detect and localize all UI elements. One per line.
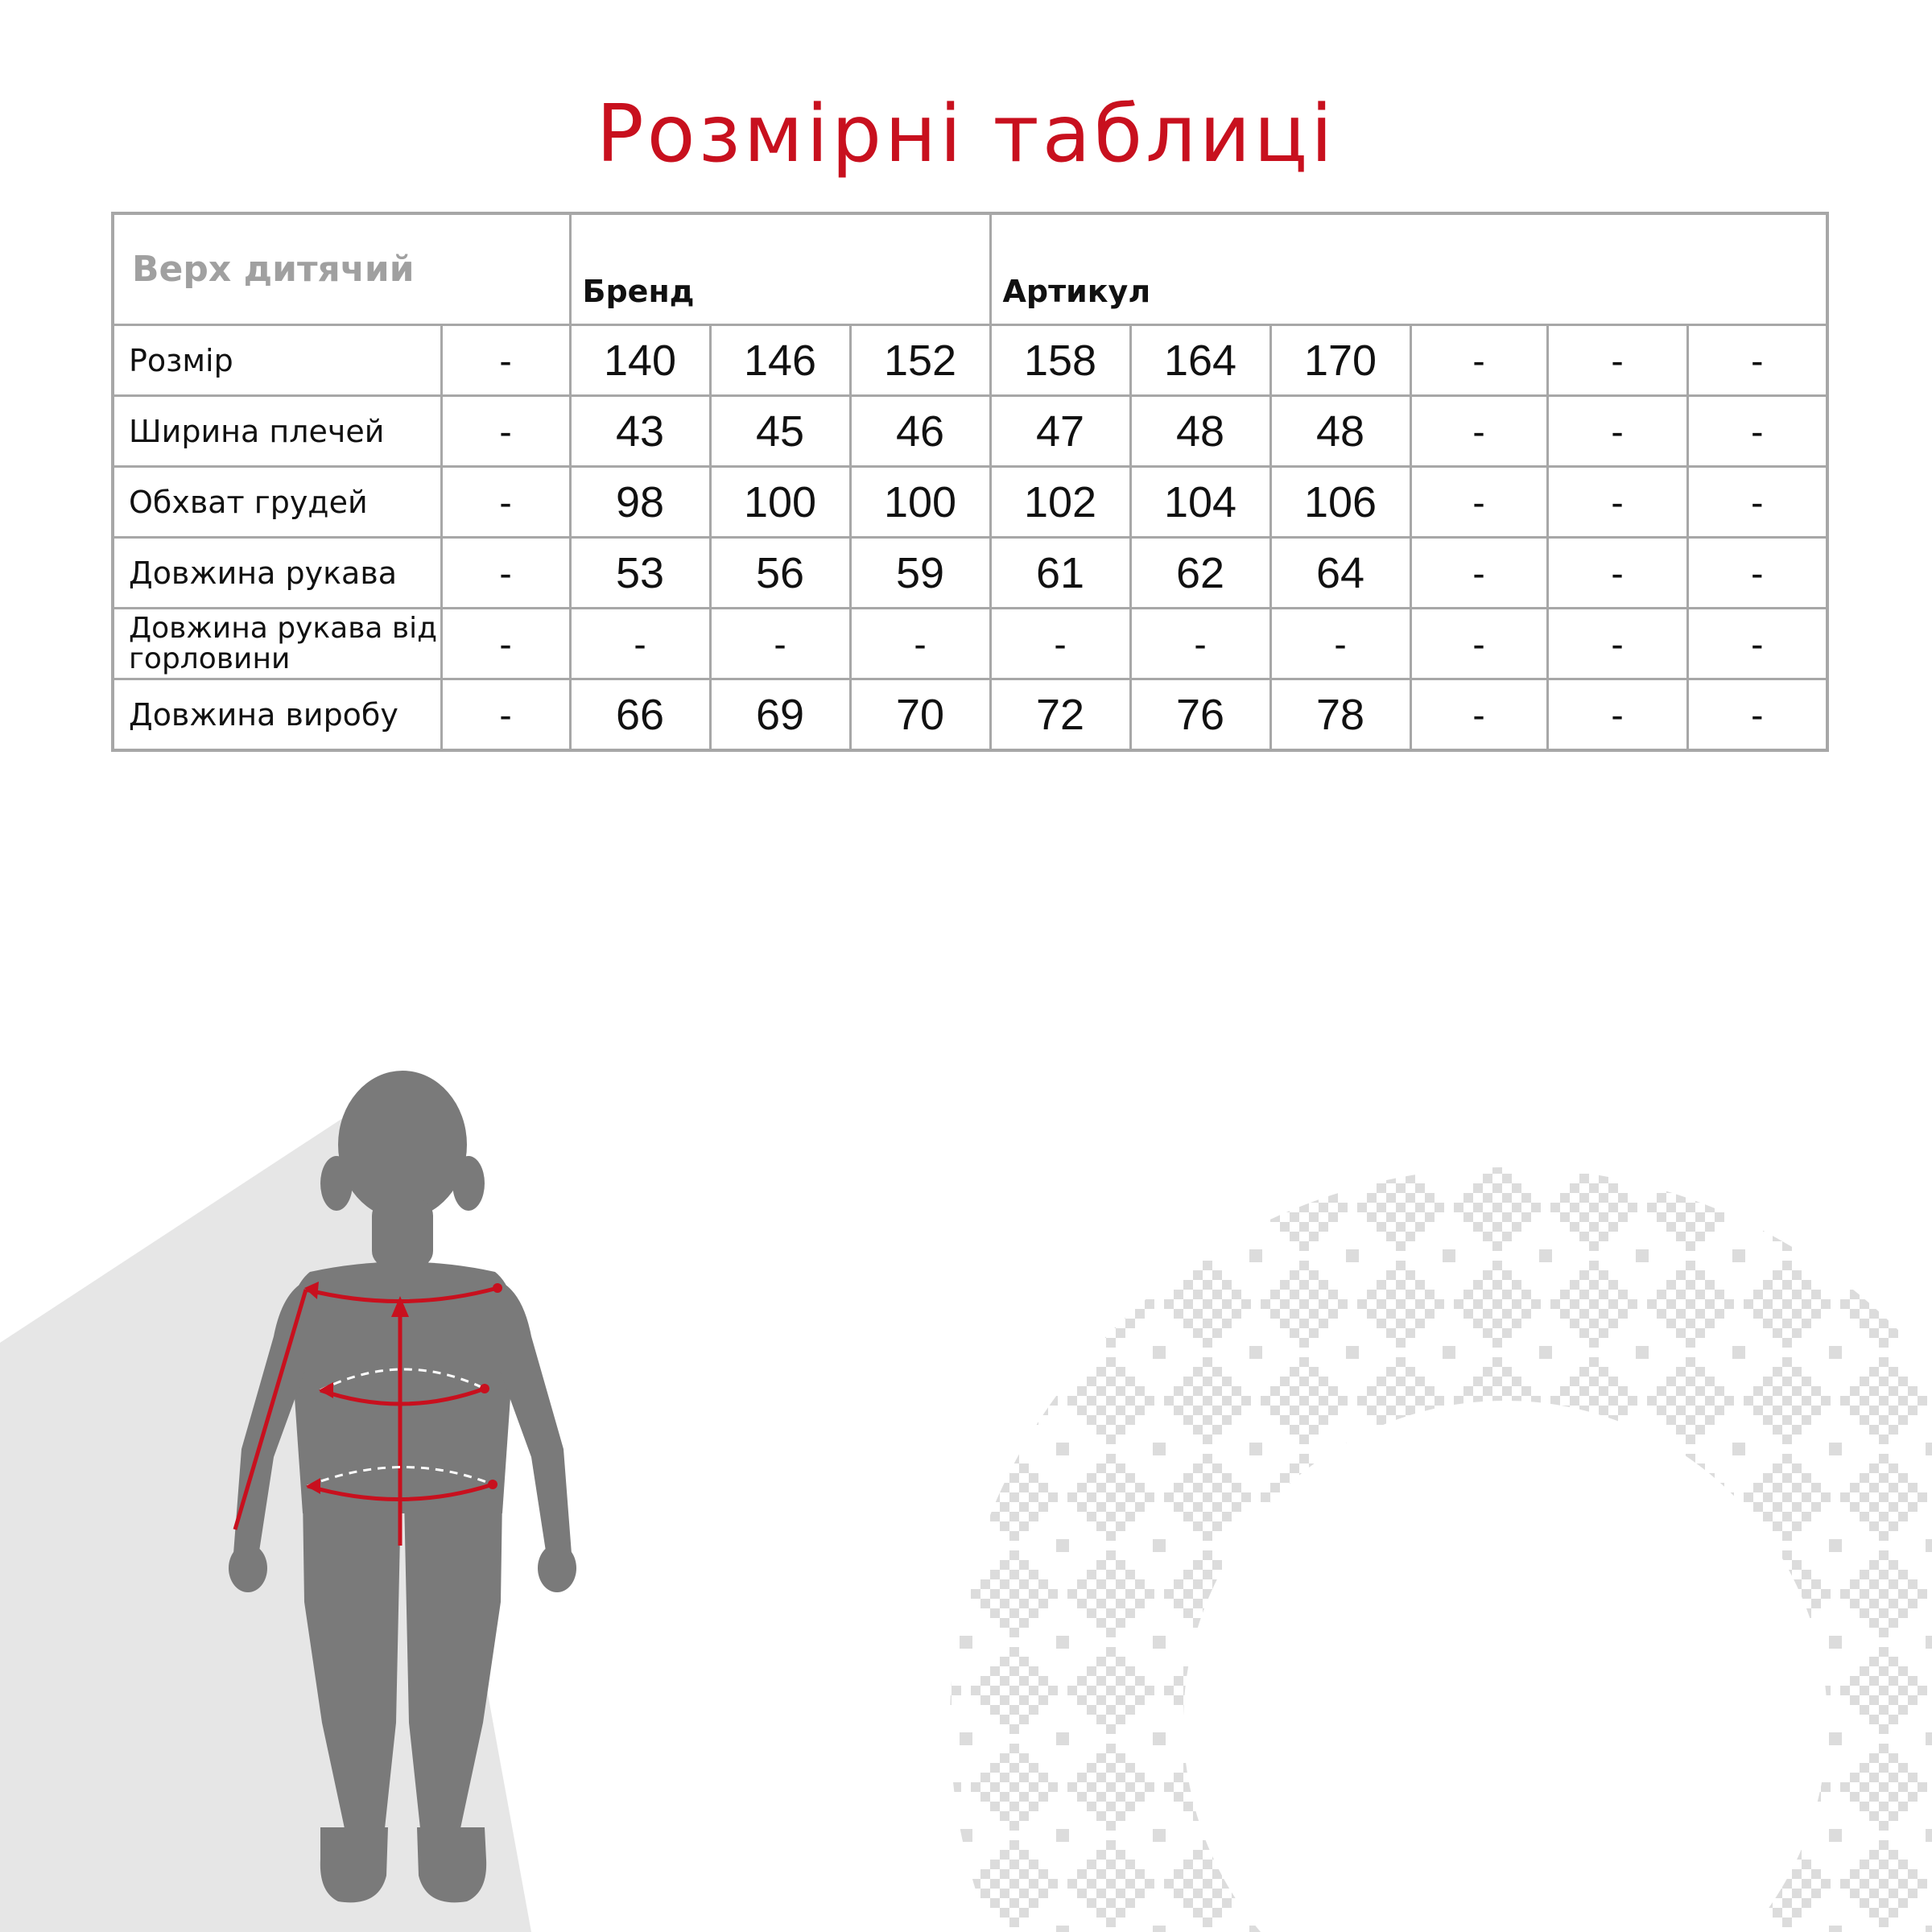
table-cell: 106 bbox=[1270, 467, 1410, 538]
table-cell: 78 bbox=[1270, 679, 1410, 751]
table-cell: - bbox=[1410, 679, 1547, 751]
table-cell: 59 bbox=[850, 538, 990, 609]
table-cell: 66 bbox=[570, 679, 710, 751]
table-cell: 146 bbox=[710, 325, 850, 396]
table-cell: 100 bbox=[710, 467, 850, 538]
table-cell: 53 bbox=[570, 538, 710, 609]
row-label: Обхват грудей bbox=[113, 467, 441, 538]
table-cell: - bbox=[441, 679, 570, 751]
table-cell: 102 bbox=[990, 467, 1130, 538]
table-cell: - bbox=[710, 609, 850, 679]
table-cell: 69 bbox=[710, 679, 850, 751]
table-cell: - bbox=[1547, 679, 1687, 751]
table-cell: 61 bbox=[990, 538, 1130, 609]
table-cell: - bbox=[1547, 396, 1687, 467]
table-cell: - bbox=[1687, 396, 1827, 467]
table-cell: - bbox=[1687, 538, 1827, 609]
table-cell: 48 bbox=[1130, 396, 1270, 467]
table-cell: 98 bbox=[570, 467, 710, 538]
table-cell: 170 bbox=[1270, 325, 1410, 396]
table-cell: - bbox=[1410, 538, 1547, 609]
table-cell: 56 bbox=[710, 538, 850, 609]
page-title: Розмірні таблиці bbox=[596, 89, 1336, 180]
table-cell: - bbox=[1687, 609, 1827, 679]
table-cell: - bbox=[1547, 609, 1687, 679]
table-cell: - bbox=[441, 609, 570, 679]
table-cell: - bbox=[1687, 467, 1827, 538]
row-label: Довжина рукава bbox=[113, 538, 441, 609]
table-cell: - bbox=[1410, 609, 1547, 679]
table-cell: 72 bbox=[990, 679, 1130, 751]
table-cell: - bbox=[1687, 679, 1827, 751]
table-cell: - bbox=[1410, 396, 1547, 467]
table-cell: 140 bbox=[570, 325, 710, 396]
table-cell: - bbox=[1410, 467, 1547, 538]
table-cell: 76 bbox=[1130, 679, 1270, 751]
table-cell: 104 bbox=[1130, 467, 1270, 538]
table-cell: 70 bbox=[850, 679, 990, 751]
table-cell: - bbox=[1547, 538, 1687, 609]
table-cell: - bbox=[850, 609, 990, 679]
table-cell: - bbox=[1687, 325, 1827, 396]
table-cell: - bbox=[1270, 609, 1410, 679]
row-label: Довжина виробу bbox=[113, 679, 441, 751]
table-cell: 152 bbox=[850, 325, 990, 396]
ornament-arc bbox=[886, 1111, 1932, 1932]
table-cell: - bbox=[441, 538, 570, 609]
row-label: Розмір bbox=[113, 325, 441, 396]
section-label: Верх дитячий bbox=[113, 213, 570, 325]
table-cell: - bbox=[1547, 325, 1687, 396]
brand-label: Бренд bbox=[570, 213, 990, 325]
table-cell: - bbox=[1547, 467, 1687, 538]
table-cell: 48 bbox=[1270, 396, 1410, 467]
table-cell: - bbox=[1130, 609, 1270, 679]
table-cell: 62 bbox=[1130, 538, 1270, 609]
table-cell: - bbox=[441, 396, 570, 467]
table-cell: - bbox=[1410, 325, 1547, 396]
row-label: Ширина плечей bbox=[113, 396, 441, 467]
table-cell: 100 bbox=[850, 467, 990, 538]
table-cell: - bbox=[441, 467, 570, 538]
table-cell: 64 bbox=[1270, 538, 1410, 609]
table-cell: 158 bbox=[990, 325, 1130, 396]
table-cell: 47 bbox=[990, 396, 1130, 467]
table-cell: 45 bbox=[710, 396, 850, 467]
table-cell: 46 bbox=[850, 396, 990, 467]
table-cell: 164 bbox=[1130, 325, 1270, 396]
table-cell: 43 bbox=[570, 396, 710, 467]
table-cell: - bbox=[990, 609, 1130, 679]
row-label: Довжина рукава від горловини bbox=[113, 609, 441, 679]
article-label: Артикул bbox=[990, 213, 1827, 325]
table-cell: - bbox=[441, 325, 570, 396]
table-cell: - bbox=[570, 609, 710, 679]
